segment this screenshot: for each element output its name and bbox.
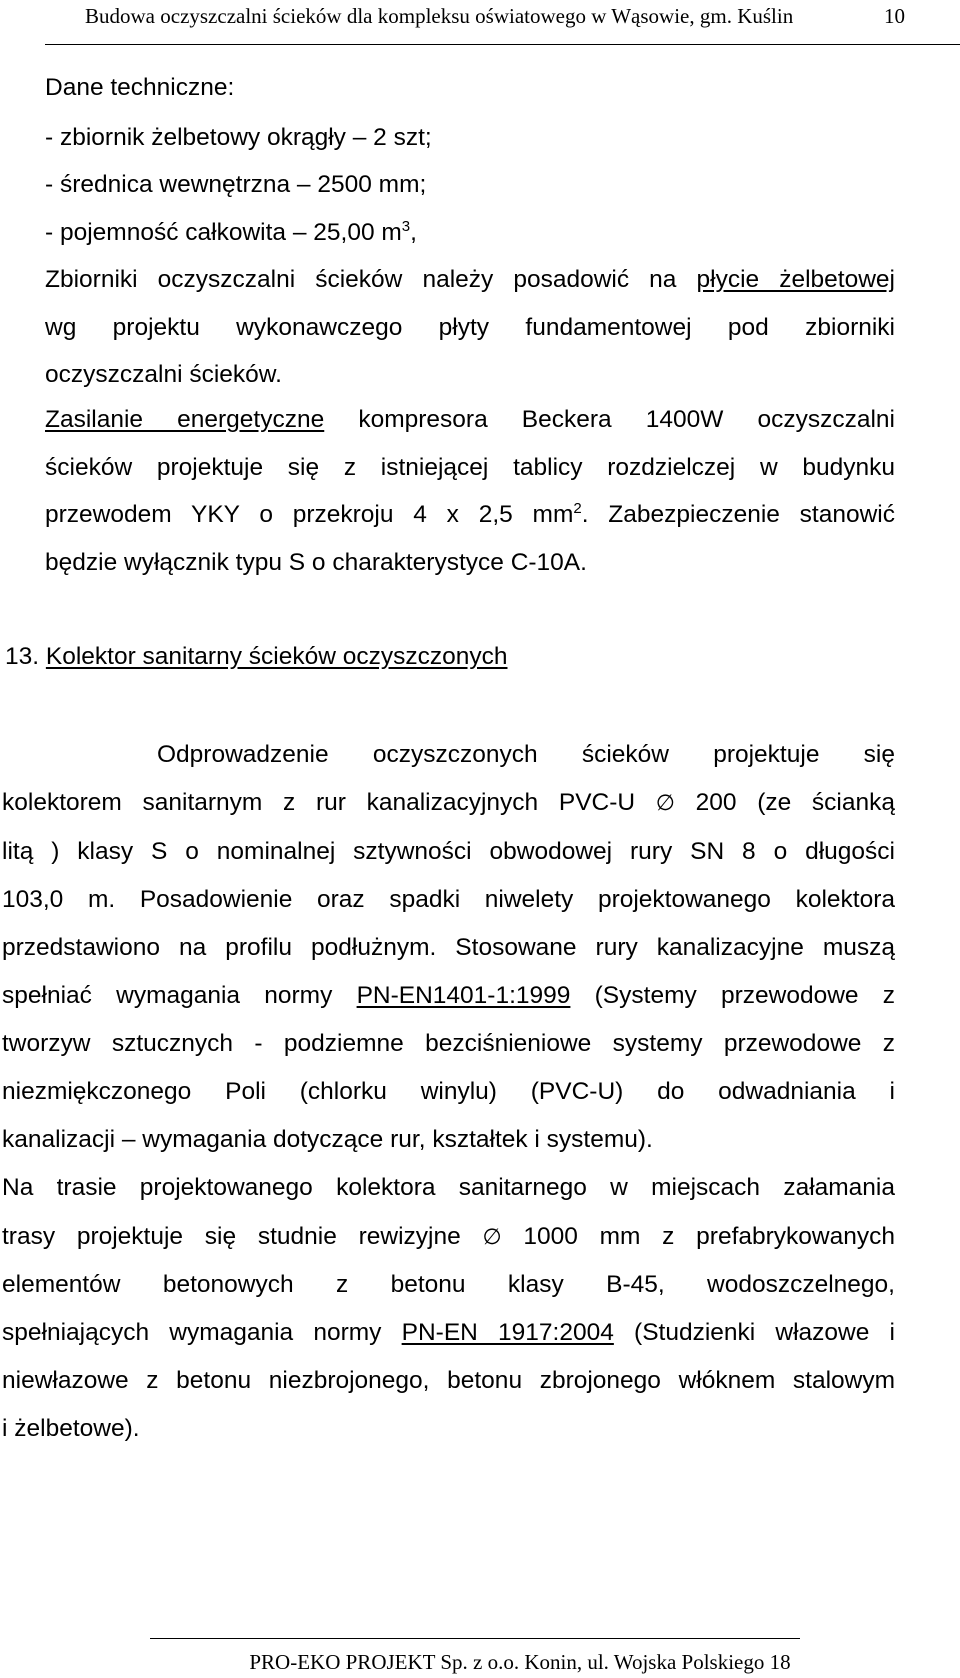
tech-item-2: - średnica wewnętrzna – 2500 mm; <box>45 171 427 198</box>
p1-line-4: 103,0 m. Posadowienie oraz spadki niwelety projektowanego kolektora <box>2 886 895 913</box>
found-line-2: wg projektu wykonawczego płyty fundamentowej pod zbiorniki <box>45 314 895 341</box>
footer-text: PRO-EKO PROJEKT Sp. z o.o. Konin, ul. Wojska Polskiego 18 <box>249 1650 791 1674</box>
power-line-2: ścieków projektuje się z istniejącej tablicy rozdzielczej w budynku <box>45 454 895 481</box>
header-rule <box>45 44 960 45</box>
p1-line-5: przedstawiono na profilu podłużnym. Stosowane rury kanalizacyjne muszą <box>2 934 895 961</box>
power-line-3: przewodem YKY o przekroju 4 x 2,5 $mm^2$. Zabezpieczenie stanowić <box>45 499 895 528</box>
tech-item-1: - zbiornik żelbetowy okrągły – 2 szt; <box>45 124 432 151</box>
found-line-1: Zbiorniki oczyszczalni ścieków należy posadowić na płycie żelbetowej <box>45 266 895 293</box>
tech-item-3: - pojemność całkowita – 25,00 $m^3$, <box>45 217 417 246</box>
section-13-heading: 13. Kolektor sanitarny ścieków oczyszczonych <box>5 643 508 670</box>
p1-line-7: tworzyw sztucznych - podziemne bezciśnieniowe systemy przewodowe z <box>2 1030 895 1057</box>
p1-line-1: Odprowadzenie oczyszczonych ścieków projektuje się <box>157 741 895 768</box>
page-header <box>45 2 915 42</box>
found-line-3: oczyszczalni ścieków. <box>45 361 282 388</box>
p2-line-1: Na trasie projektowanego kolektora sanitarnego w miejscach załamania <box>2 1174 895 1201</box>
p2-line-6: i żelbetowe). <box>2 1415 140 1442</box>
power-line-1: Zasilanie energetyczne kompresora Beckera 1400W oczyszczalni <box>45 406 896 433</box>
tech-heading: Dane techniczne: <box>45 74 235 101</box>
page-number: 10 <box>884 4 905 28</box>
p1-line-9: kanalizacji – wymagania dotyczące rur, kształtek i systemu). <box>2 1126 653 1153</box>
header-title: Budowa oczyszczalni ścieków dla kompleksu oświatowego w Wąsowie, gm. Kuślin <box>85 4 794 28</box>
footer-rule <box>150 1638 800 1639</box>
p1-line-8: niezmiękczonego Poli (chlorku winylu) (PVC-U) do odwadniania i <box>2 1078 895 1105</box>
diameter-symbol: ∅ <box>482 1225 502 1250</box>
p1-line-6: spełniać wymagania normy PN-EN1401-1:1999 (Systemy przewodowe z <box>2 982 895 1009</box>
p2-line-5: niewłazowe z betonu niezbrojonego, betonu zbrojonego włóknem stalowym <box>2 1367 895 1394</box>
p1-line-3: litą ) klasy S o nominalnej sztywności obwodowej rury SN 8 o długości <box>2 838 895 865</box>
p2-line-4: spełniających wymagania normy PN-EN 1917:2004 (Studzienki włazowe i <box>2 1319 895 1346</box>
page-footer <box>0 1650 960 1674</box>
p1-line-2: kolektorem sanitarnym z rur kanalizacyjnych PVC-U ∅ 200 (ze ścianką <box>2 789 895 816</box>
diameter-symbol: ∅ <box>655 791 675 816</box>
p2-line-3: elementów betonowych z betonu klasy B-45, wodoszczelnego, <box>2 1271 895 1298</box>
power-line-4: będzie wyłącznik typu S o charakterystyce C-10A. <box>45 549 587 576</box>
p2-line-2: trasy projektuje się studnie rewizyjne ∅ 1000 mm z prefabrykowanych <box>2 1223 895 1250</box>
